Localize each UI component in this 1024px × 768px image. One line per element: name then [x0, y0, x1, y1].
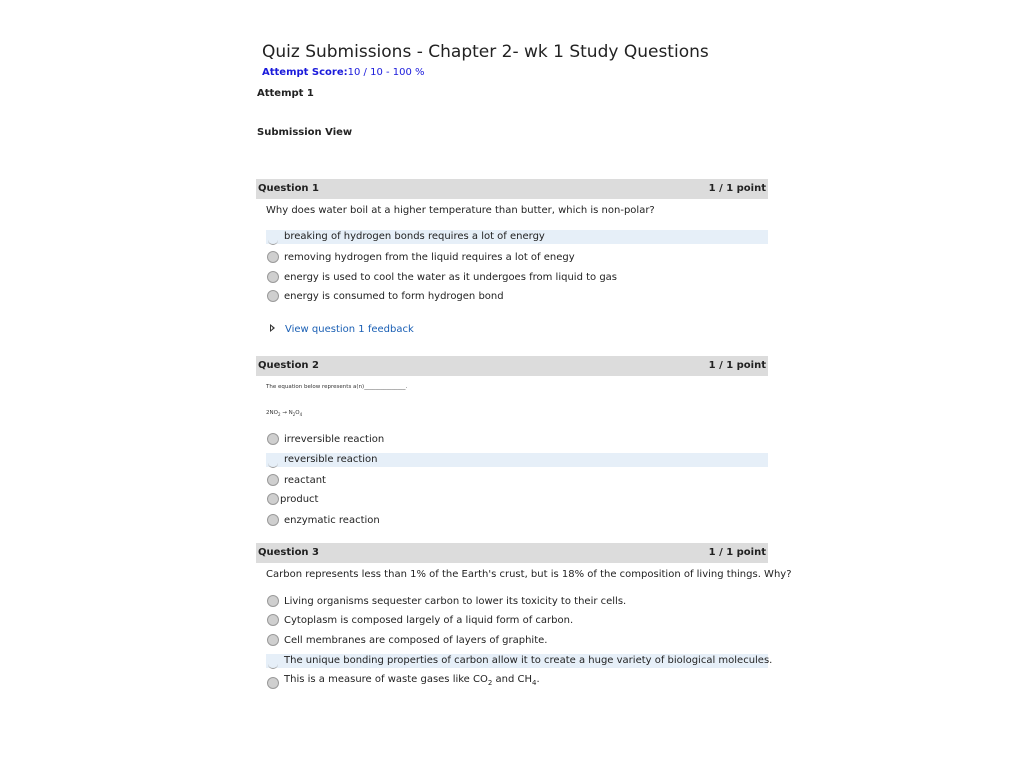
question-label: Question 1	[258, 183, 319, 194]
question-2-option-3[interactable]	[266, 474, 768, 488]
question-2-option-1[interactable]	[266, 433, 768, 447]
attempt-score	[262, 67, 425, 78]
co2-subscript: 2	[487, 679, 493, 687]
attempt-score-label: Attempt Score:	[262, 67, 348, 78]
radio-icon[interactable]	[267, 271, 279, 283]
radio-icon[interactable]	[267, 514, 279, 526]
expand-triangle-icon[interactable]	[270, 324, 275, 332]
question-label: Question 3	[258, 547, 319, 558]
option-text-suffix: .	[536, 674, 540, 685]
question-3-header	[256, 543, 768, 563]
question-1-option-2[interactable]	[266, 251, 768, 265]
option-label: irreversible reaction	[284, 434, 385, 445]
option-label: energy is consumed to form hydrogen bond	[284, 291, 504, 302]
option-label: The unique bonding properties of carbon allow it to create a huge variety of biological molecules.	[284, 655, 773, 666]
question-3-option-3[interactable]	[266, 634, 768, 648]
equation-right-sub2: 4	[299, 412, 303, 418]
question-2-option-2[interactable]	[266, 453, 768, 467]
question-1-text: Why does water boil at a higher temperature than butter, which is non-polar?	[266, 205, 655, 216]
question-2-option-4[interactable]	[266, 493, 768, 507]
question-1-option-1[interactable]	[266, 230, 768, 244]
question-3-text: Carbon represents less than 1% of the Earth's crust, but is 18% of the composition of living things. Why?	[266, 569, 792, 580]
question-label: Question 2	[258, 360, 319, 371]
option-label: Cytoplasm is composed largely of a liquid form of carbon.	[284, 615, 574, 626]
option-label	[284, 674, 540, 685]
option-label: energy is used to cool the water as it undergoes from liquid to gas	[284, 272, 617, 283]
radio-selected-icon[interactable]	[267, 654, 279, 666]
attempt-score-value: 10 / 10 - 100 %	[347, 67, 425, 78]
option-label: reversible reaction	[284, 454, 378, 465]
question-3-option-5[interactable]	[266, 675, 768, 689]
submission-view-heading: Submission View	[257, 127, 353, 138]
question-2-header	[256, 356, 768, 376]
question-points: 1 / 1 point	[708, 360, 766, 371]
ch4-subscript: 4	[532, 679, 537, 687]
question-2-equation	[266, 410, 302, 416]
radio-icon[interactable]	[267, 433, 279, 445]
option-label: Cell membranes are composed of layers of graphite.	[284, 635, 548, 646]
question-2-text: The equation below represents a(n)_______________.	[266, 384, 408, 390]
radio-icon[interactable]	[267, 595, 279, 607]
radio-icon[interactable]	[267, 634, 279, 646]
equation-arrow: → N	[280, 410, 293, 416]
option-label: Living organisms sequester carbon to lower its toxicity to their cells.	[284, 596, 627, 607]
option-label: breaking of hydrogen bonds requires a lot of energy	[284, 231, 545, 242]
radio-icon[interactable]	[267, 493, 279, 505]
option-label: reactant	[284, 475, 326, 486]
equation-left-sub: 2	[277, 412, 281, 418]
option-label: removing hydrogen from the liquid requires a lot of enegy	[284, 252, 575, 263]
question-3-option-4[interactable]	[266, 654, 773, 668]
option-label: product	[280, 494, 319, 505]
question-1-option-3[interactable]	[266, 271, 768, 285]
equation-left: 2NO	[266, 410, 278, 416]
question-points: 1 / 1 point	[708, 183, 766, 194]
question-3-option-1[interactable]	[266, 595, 768, 609]
radio-icon[interactable]	[267, 290, 279, 302]
radio-icon[interactable]	[267, 677, 279, 689]
question-points: 1 / 1 point	[708, 547, 766, 558]
radio-selected-icon[interactable]	[267, 230, 279, 242]
attempt-heading: Attempt 1	[257, 88, 314, 99]
radio-icon[interactable]	[267, 251, 279, 263]
question-1-option-4[interactable]	[266, 290, 768, 304]
radio-icon[interactable]	[267, 474, 279, 486]
feedback-link[interactable]: View question 1 feedback	[285, 324, 414, 335]
equation-right-o: O	[295, 410, 300, 416]
option-text-mid: and CH	[492, 674, 533, 685]
radio-selected-icon[interactable]	[267, 453, 279, 465]
question-3-option-2[interactable]	[266, 614, 768, 628]
equation-right-sub1: 2	[292, 412, 296, 418]
option-label: enzymatic reaction	[284, 515, 380, 526]
page-title: Quiz Submissions - Chapter 2- wk 1 Study Questions	[262, 42, 709, 62]
question-1-feedback-toggle[interactable]	[270, 324, 414, 335]
option-text-prefix: This is a measure of waste gases like CO	[284, 674, 488, 685]
question-2-option-5[interactable]	[266, 514, 768, 528]
radio-icon[interactable]	[267, 614, 279, 626]
question-1-header	[256, 179, 768, 199]
